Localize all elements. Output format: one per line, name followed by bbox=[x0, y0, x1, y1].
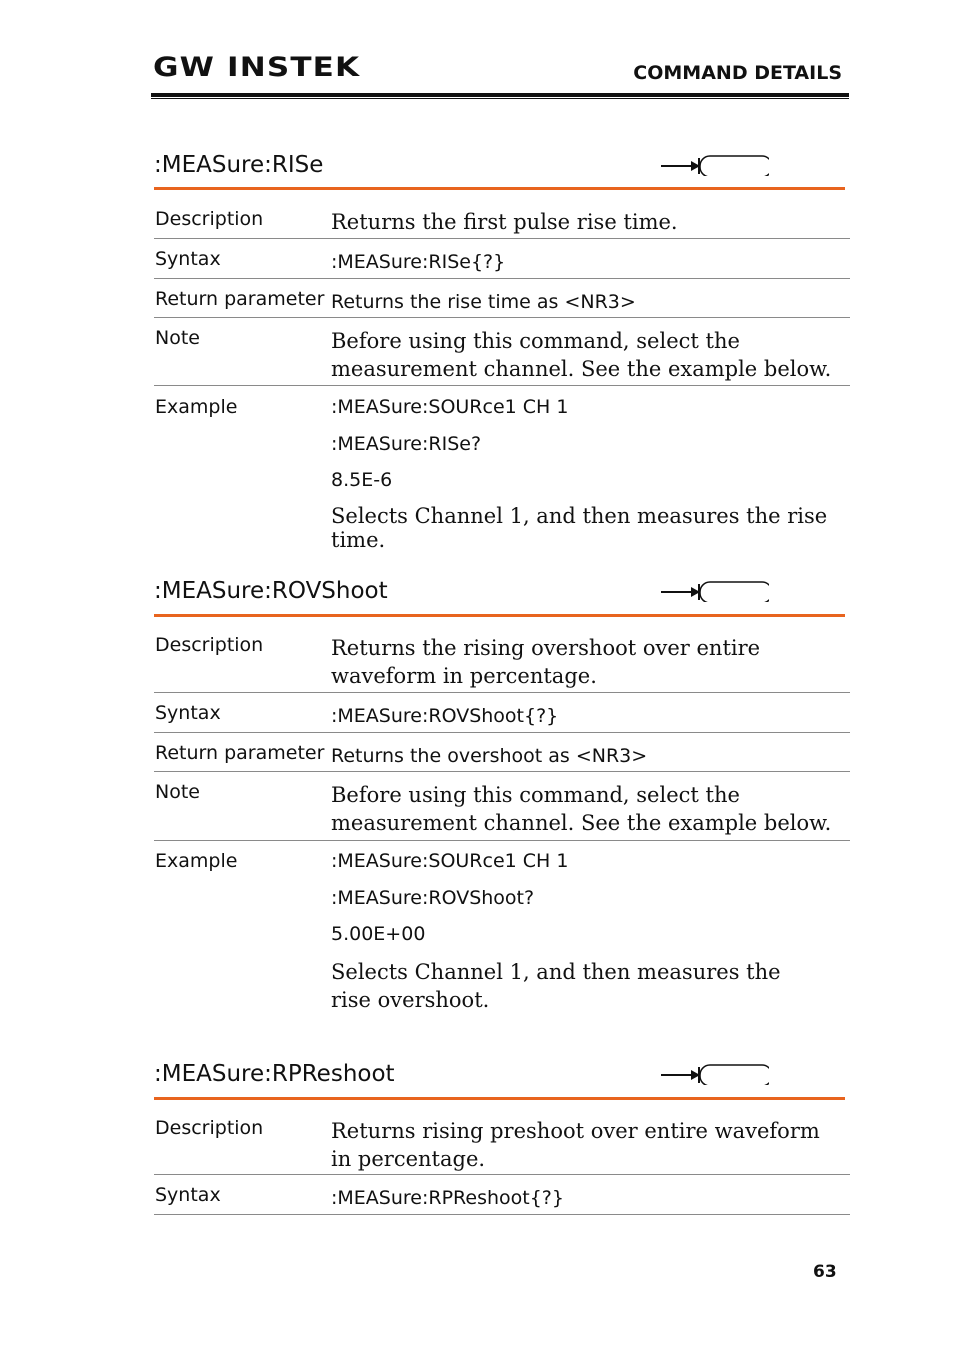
description-row bbox=[154, 208, 850, 239]
row-label: Syntax bbox=[155, 1184, 221, 1206]
syntax-text: :MEASure:RPReshoot{?} bbox=[331, 1187, 564, 1209]
section-accent-rule bbox=[154, 614, 845, 617]
example-command: :MEASure:SOURce1 CH 1 bbox=[331, 396, 569, 418]
section-heading: COMMAND DETAILS bbox=[633, 62, 842, 84]
return-row bbox=[154, 742, 850, 772]
description-row bbox=[154, 634, 850, 693]
syntax-text: :MEASure:RISe{?} bbox=[331, 251, 506, 273]
row-label: Return parameter bbox=[155, 742, 325, 764]
return-text: Returns the rise time as <NR3> bbox=[331, 291, 636, 313]
note-row bbox=[154, 781, 850, 841]
example-command: :MEASure:SOURce1 CH 1 bbox=[331, 850, 569, 872]
row-label: Example bbox=[155, 396, 238, 418]
return-row bbox=[154, 288, 850, 318]
example-explanation: Selects Channel 1, and then measures the rise time. bbox=[331, 504, 828, 552]
command-title: :MEASure:RISe bbox=[154, 152, 324, 178]
query-icon bbox=[661, 152, 769, 176]
example-explanation: Selects Channel 1, and then measures the rise overshoot. bbox=[331, 960, 781, 1012]
header-divider-thin bbox=[151, 98, 849, 99]
page-number: 63 bbox=[813, 1262, 837, 1282]
return-text: Returns the overshoot as <NR3> bbox=[331, 745, 648, 767]
description-text: Returns rising preshoot over entire waveform in percentage. bbox=[331, 1119, 820, 1171]
row-label: Syntax bbox=[155, 248, 221, 270]
syntax-text: :MEASure:ROVShoot{?} bbox=[331, 705, 559, 727]
description-text: Returns the first pulse rise time. bbox=[331, 210, 678, 234]
row-label: Syntax bbox=[155, 702, 221, 724]
row-label: Description bbox=[155, 1117, 264, 1139]
section-accent-rule bbox=[154, 187, 845, 190]
syntax-row bbox=[154, 702, 850, 733]
row-label: Return parameter bbox=[155, 288, 325, 310]
example-row bbox=[154, 396, 850, 552]
example-row bbox=[154, 850, 850, 1020]
brand-logo: GW INSTEK bbox=[153, 52, 361, 83]
row-label: Description bbox=[155, 634, 264, 656]
description-row bbox=[154, 1117, 850, 1175]
query-icon bbox=[661, 578, 769, 602]
note-row bbox=[154, 327, 850, 386]
section-accent-rule bbox=[154, 1097, 845, 1100]
row-label: Description bbox=[155, 208, 264, 230]
example-query: :MEASure:RISe? bbox=[331, 433, 482, 455]
command-section-rpreshoot bbox=[154, 1061, 850, 1221]
description-text: Returns the rising overshoot over entire waveform in percentage. bbox=[331, 636, 761, 688]
query-icon bbox=[661, 1061, 769, 1085]
example-response: 8.5E-6 bbox=[331, 469, 393, 491]
example-query: :MEASure:ROVShoot? bbox=[331, 887, 535, 909]
syntax-row bbox=[154, 248, 850, 279]
command-section-rovshoot bbox=[154, 578, 850, 1023]
command-title: :MEASure:RPReshoot bbox=[154, 1061, 395, 1087]
row-label: Example bbox=[155, 850, 238, 872]
row-label: Note bbox=[155, 327, 200, 349]
example-response: 5.00E+00 bbox=[331, 923, 426, 945]
note-text: Before using this command, select the measurement channel. See the example below. bbox=[331, 329, 832, 381]
syntax-row bbox=[154, 1184, 850, 1215]
command-title: :MEASure:ROVShoot bbox=[154, 578, 388, 604]
note-text: Before using this command, select the measurement channel. See the example below. bbox=[331, 783, 832, 835]
header-divider bbox=[151, 93, 849, 97]
command-section-rise bbox=[154, 152, 850, 552]
row-label: Note bbox=[155, 781, 200, 803]
